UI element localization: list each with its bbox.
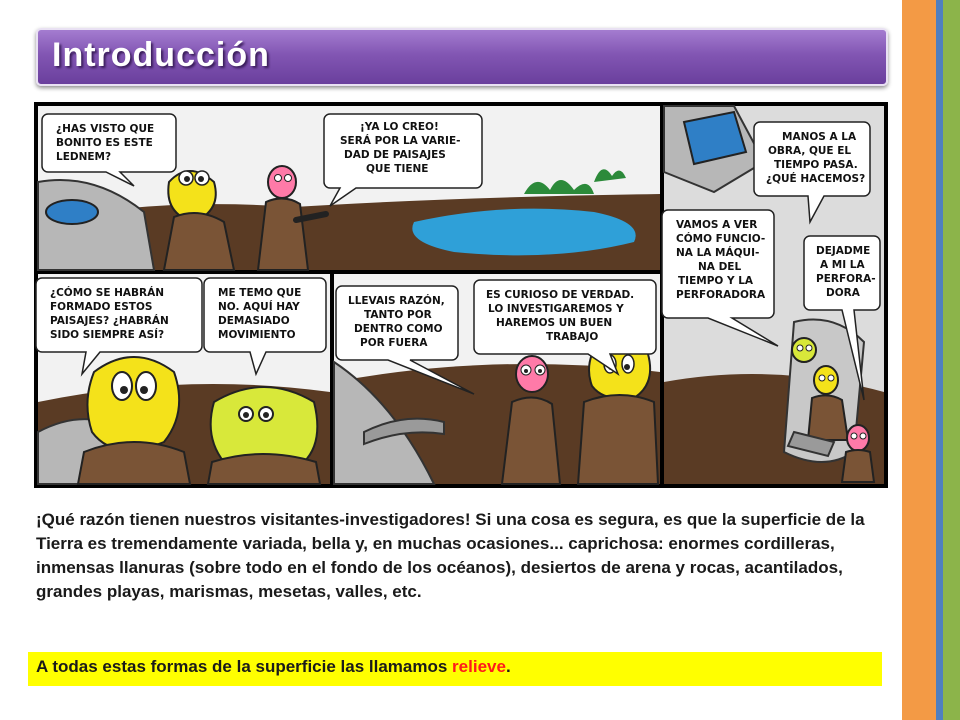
speech-line: CÓMO FUNCIO- bbox=[676, 233, 766, 245]
speech-line: LO INVESTIGAREMOS Y bbox=[488, 303, 624, 315]
speech-line: NA LA MÁQUI- bbox=[676, 247, 760, 259]
speech-line: PERFORA- bbox=[816, 273, 876, 285]
speech-line: TANTO POR bbox=[364, 309, 432, 321]
intro-paragraph: ¡Qué razón tienen nuestros visitantes-investigadores! Si una cosa es segura, es que la superficie de la Tierra es tremendamente variada, bella y, en muchas ocasiones... caprichosa: enormes cordilleras, inmensas llanuras (sobre todo en el fondo de los océanos), desiertos de arena y rocas, acantilados, grandes playas, marismas, mesetas, valles, etc. bbox=[36, 510, 865, 601]
speech-line: MOVIMIENTO bbox=[218, 329, 296, 341]
side-stripe-orange bbox=[902, 0, 936, 720]
speech-line: ¿HAS VISTO QUE bbox=[56, 123, 155, 135]
speech-line: SIDO SIEMPRE ASÍ? bbox=[50, 329, 165, 341]
side-stripe-green bbox=[943, 0, 960, 720]
side-stripe-blue bbox=[936, 0, 943, 720]
speech-line: DENTRO COMO bbox=[354, 323, 443, 335]
speech-line: NO. AQUÍ HAY bbox=[218, 301, 300, 313]
speech-line: DEJADME bbox=[816, 245, 871, 257]
highlight-text: A todas estas formas de la superficie las llamamos bbox=[36, 657, 453, 676]
speech-line: PERFORADORA bbox=[676, 289, 766, 301]
speech-line: LEDNEM? bbox=[56, 151, 112, 163]
speech-line: DAD DE PAISAJES bbox=[344, 149, 446, 161]
speech-line: MANOS A LA bbox=[782, 131, 857, 143]
relieve-highlight-box bbox=[28, 652, 882, 686]
speech-line: QUE TIENE bbox=[366, 163, 429, 175]
speech-line: ¡YA LO CREO! bbox=[360, 121, 439, 133]
speech-line: HAREMOS UN BUEN bbox=[496, 317, 613, 329]
speech-line: TIEMPO PASA. bbox=[774, 159, 858, 171]
speech-line: POR FUERA bbox=[360, 337, 428, 349]
speech-line: DEMASIADO bbox=[218, 315, 290, 327]
speech-line: FORMADO ESTOS bbox=[50, 301, 153, 313]
speech-line: DORA bbox=[826, 287, 860, 299]
speech-line: ME TEMO QUE bbox=[218, 287, 302, 299]
speech-line: ¿QUÉ HACEMOS? bbox=[766, 173, 866, 185]
speech-line: BONITO ES ESTE bbox=[56, 137, 153, 149]
speech-line: TIEMPO Y LA bbox=[678, 275, 754, 287]
speech-line: LLEVAIS RAZÓN, bbox=[348, 295, 445, 307]
title-banner bbox=[36, 28, 888, 86]
highlight-keyword: relieve bbox=[452, 657, 506, 676]
highlight-suffix: . bbox=[505, 657, 511, 676]
slide-title: Introducción bbox=[52, 36, 270, 74]
speech-line: ¿CÓMO SE HABRÁN bbox=[50, 287, 165, 299]
speech-line: SERÁ POR LA VARIE- bbox=[340, 135, 461, 147]
speech-line: TRABAJO bbox=[546, 331, 599, 343]
speech-line: NA DEL bbox=[698, 261, 742, 273]
speech-line: ES CURIOSO DE VERDAD. bbox=[486, 289, 635, 301]
speech-line: VAMOS A VER bbox=[676, 219, 758, 231]
speech-line: A MI LA bbox=[820, 259, 865, 271]
speech-line: OBRA, QUE EL bbox=[768, 145, 852, 157]
comic-strip bbox=[34, 102, 888, 488]
speech-line: PAISAJES? ¿HABRÁN bbox=[50, 315, 169, 327]
